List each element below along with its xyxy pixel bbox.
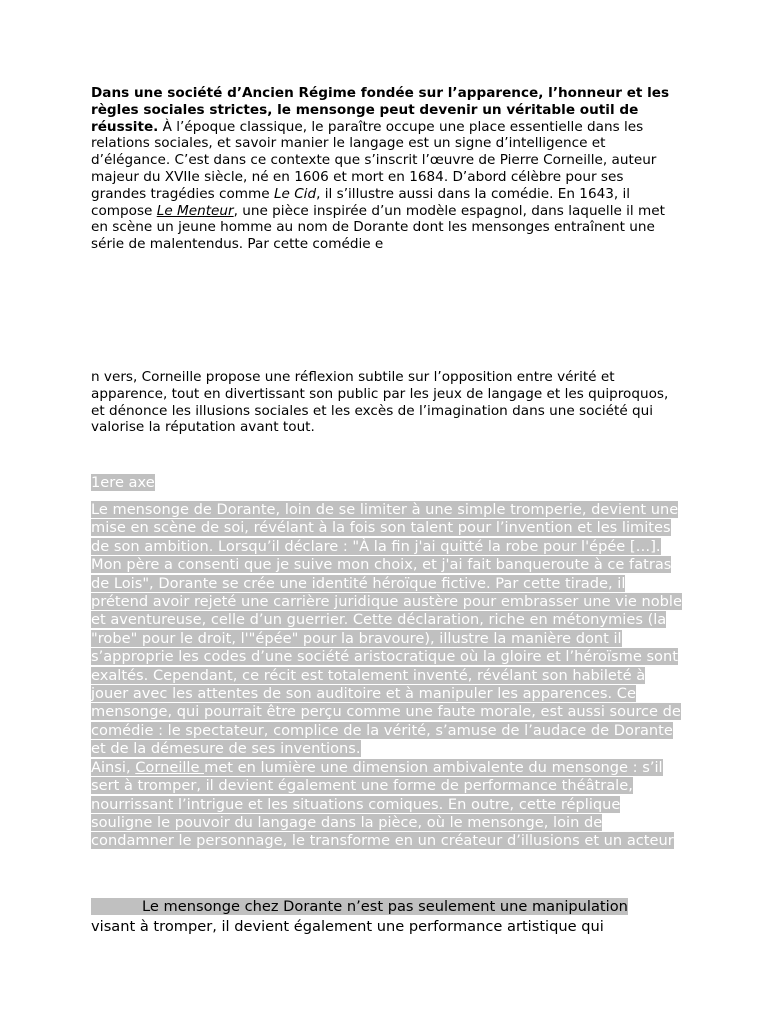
continuation-paragraph: n vers, Corneille propose une réflexion subtile sur l’opposition entre vérité et apparence, tout en divertissant son public par les jeux de langage et les quiproquos, et dénonce les illusions sociales et les excès de l’imagination dans une société qui valorise la réputation avant tout. — [91, 369, 669, 436]
intro-text-1: À l’époque classique, le paraître occupe une place essentielle dans les relations sociales, et savoir manier le langage est un signe d’intelligence et d’élégance. C’est dans ce contexte que s’inscrit l’œuvre de Pierre Corneille, auteur majeur du XVIIe siècle, né en 1606 et mort en 1684. D’abord célèbre pour ses grandes tragédies comme — [91, 118, 657, 202]
intro-bold-sentence: Dans une société d’Ancien Régime fondée sur l’apparence, l’honneur et les règles sociales strictes, le mensonge peut devenir un véritable outil de réussite. — [91, 85, 670, 135]
para2-text: visant à tromper, il devient également une performance artistique qui — [91, 918, 604, 935]
title-le-menteur: Le Menteur — [156, 202, 234, 219]
analysis-paragraph — [91, 501, 685, 851]
intro-text-3: , une pièce inspirée d’un modèle espagnol, dans laquelle il met en scène un jeune homme au nom de Dorante dont les mensonges entraînent une série de malentendus. Par cette comédie e — [91, 202, 665, 253]
para2-highlighted: Le mensonge chez Dorante n’est pas seulement une manipulation — [91, 898, 628, 915]
second-paragraph — [91, 897, 685, 937]
axis-heading — [91, 474, 685, 492]
axis-label: 1ere axe — [91, 474, 155, 491]
analysis-text-1: Le mensonge de Dorante, loin de se limiter à une simple tromperie, devient une mise en scène de soi, révélant à la fois son talent pour l’invention et les limites de son ambition. Lorsqu’il déclare : "À la fin j'ai quitté la robe pour l'épée […]. Mon père a consenti que je suive mon choix, et j'ai fait banqueroute à ce fatras de Lois", Dorante se crée une identité héroïque fictive. Par cette tirade, il prétend avoir rejeté une carrière juridique austère pour embrasser une vie noble et aventureuse, celle d’un guerrier. Cette déclaration, riche en métonymies (la "robe" pour le droit, l'"épée" pour la bravoure), illustre la manière dont il s’approprie les codes d’une société aristocratique où la gloire et l’héroïsme sont exaltés. Cependant, ce récit est totalement inventé, révélant son habileté à jouer avec les attentes de son auditoire et à manipuler les apparences. Ce mensonge, qui pourrait être perçu comme une faute morale, est aussi source de comédie : le spectateur, complice de la vérité, s’amuse de l’audace de Dorante et de la démesure de ses inventions. — [91, 501, 682, 758]
analysis-ainsi: Ainsi, — [91, 758, 136, 776]
title-le-cid: Le Cid — [273, 185, 317, 202]
intro-text-2: , il s’illustre aussi dans la comédie. En 1643, il compose — [91, 185, 631, 219]
analysis-corneille: Corneille — [135, 758, 205, 776]
introduction-paragraph — [91, 85, 681, 253]
analysis-text-2: met en lumière une dimension ambivalente du mensonge : s’il sert à tromper, il devient également une forme de performance théâtrale, nourrissant l’intrigue et les situations comiques. En outre, cette réplique souligne le pouvoir du langage dans la pièce, où le mensonge, loin de condamner le personnage, le transforme en un créateur d’illusions et un acteur — [91, 758, 674, 850]
